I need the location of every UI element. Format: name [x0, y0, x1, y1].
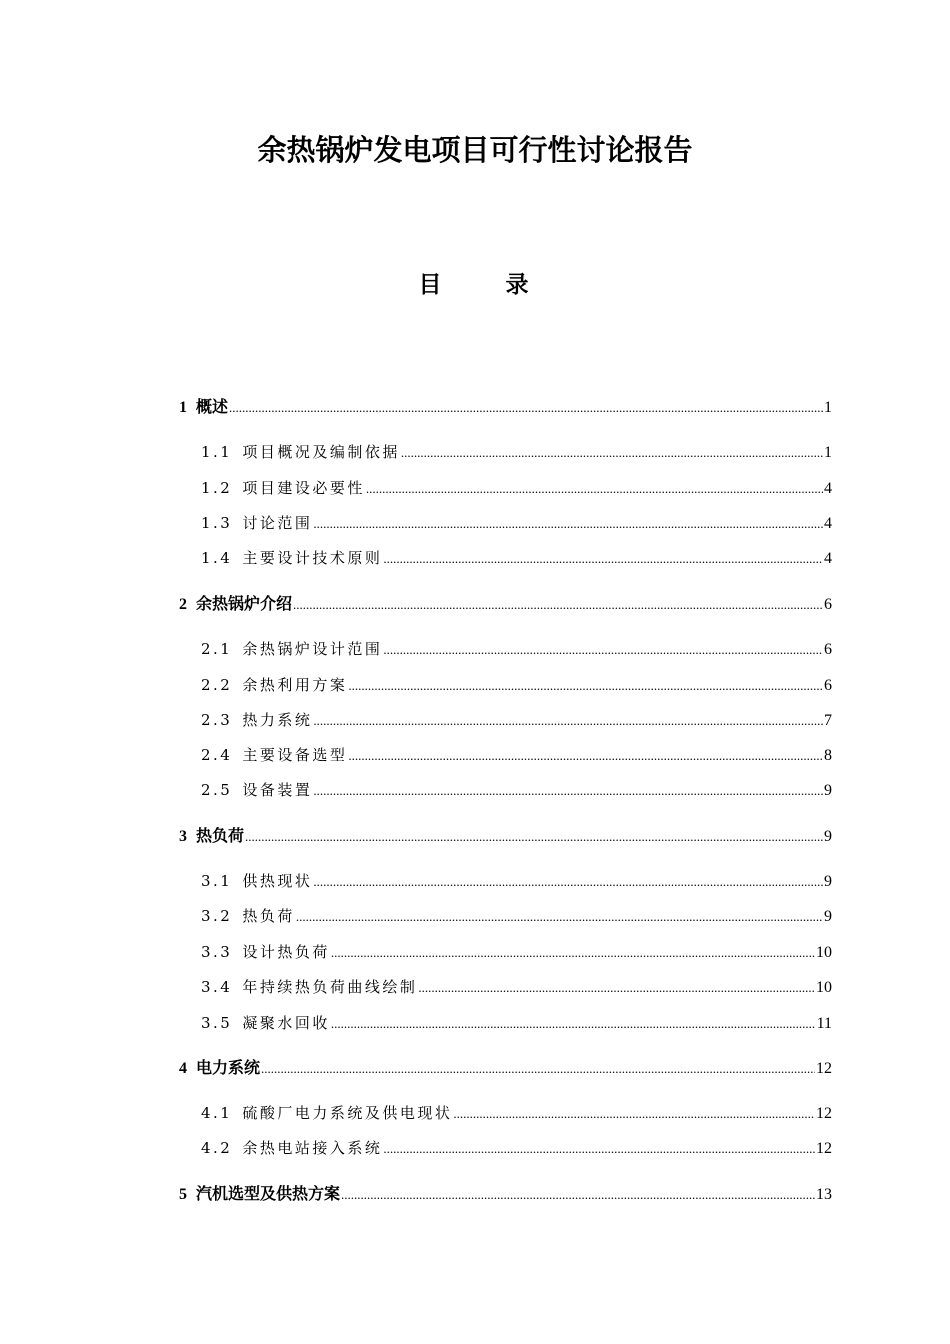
toc-entry-title: 讨论范围 — [242, 514, 313, 532]
toc-chapter-entry[interactable] — [179, 395, 832, 419]
toc-section-entry[interactable] — [201, 637, 832, 661]
toc-entry-number: 4.2 — [201, 1139, 233, 1157]
toc-page-number: 7 — [824, 712, 832, 729]
toc-entry-number: 3 — [179, 828, 187, 845]
toc-entry-title: 余热锅炉介绍 — [196, 594, 293, 613]
toc-entry-title: 年持续热负荷曲线绘制 — [242, 978, 418, 996]
toc-entry-number: 1.3 — [201, 514, 233, 532]
toc-section-entry[interactable] — [201, 1101, 832, 1125]
toc-chapter-entry[interactable] — [179, 1056, 832, 1080]
toc-page-number: 9 — [824, 828, 832, 845]
toc-entry-title: 主要设计技术原则 — [242, 549, 383, 567]
toc-entry-number: 2 — [179, 596, 187, 613]
toc-dot-leader — [313, 779, 823, 803]
toc-dot-leader — [331, 941, 815, 965]
toc-section-entry[interactable] — [201, 904, 832, 928]
toc-entry-title: 供热现状 — [242, 872, 313, 890]
toc-entry-number: 2.5 — [201, 781, 233, 799]
toc-page-number: 12 — [816, 1060, 832, 1077]
toc-page-number: 4 — [824, 480, 832, 497]
toc-dot-leader — [313, 512, 823, 536]
toc-dot-leader — [296, 905, 823, 929]
toc-page-number: 4 — [824, 550, 832, 567]
toc-page-number: 6 — [824, 596, 832, 613]
toc-page-number: 10 — [816, 979, 832, 996]
toc-dot-leader — [331, 1012, 816, 1036]
toc-page-number: 8 — [824, 747, 832, 764]
toc-entry-number: 3.2 — [201, 907, 233, 925]
toc-entry-number: 1.2 — [201, 479, 233, 497]
toc-entry-title: 热负荷 — [242, 907, 295, 925]
toc-dot-leader — [418, 976, 815, 1000]
toc-page-number: 12 — [816, 1105, 832, 1122]
toc-heading: 目 录 — [418, 272, 557, 298]
toc-chapter-entry[interactable] — [179, 1182, 832, 1206]
toc-entry-title: 凝聚水回收 — [242, 1014, 330, 1032]
toc-entry-title: 硫酸厂电力系统及供电现状 — [242, 1104, 453, 1122]
toc-dot-leader — [313, 709, 823, 733]
toc-entry-number: 3.3 — [201, 943, 233, 961]
toc-dot-leader — [348, 674, 823, 698]
toc-entry-number: 5 — [179, 1186, 187, 1203]
toc-entry-title: 项目建设必要性 — [242, 479, 365, 497]
toc-section-entry[interactable] — [201, 708, 832, 732]
toc-entry-title: 余热锅炉设计范围 — [242, 640, 383, 658]
toc-entry-title: 电力系统 — [196, 1058, 261, 1077]
toc-dot-leader — [348, 744, 823, 768]
toc-section-entry[interactable] — [201, 1011, 832, 1035]
toc-entry-title: 设计热负荷 — [242, 943, 330, 961]
toc-dot-leader — [383, 638, 823, 662]
toc-section-entry[interactable] — [201, 1136, 832, 1160]
toc-entry-title: 汽机选型及供热方案 — [196, 1184, 341, 1203]
toc-page-number: 12 — [816, 1140, 832, 1157]
toc-entry-title: 项目概况及编制依据 — [242, 443, 400, 461]
toc-chapter-entry[interactable] — [179, 592, 832, 616]
toc-dot-leader — [401, 441, 823, 465]
document-title: 余热锅炉发电项目可行性讨论报告 — [257, 133, 693, 167]
toc-page-number: 9 — [824, 908, 832, 925]
toc-dot-leader — [313, 870, 823, 894]
toc-entry-number: 2.1 — [201, 640, 233, 658]
toc-entry-number: 2.3 — [201, 711, 233, 729]
toc-entry-title: 热力系统 — [242, 711, 313, 729]
toc-entry-number: 4 — [179, 1060, 187, 1077]
toc-dot-leader — [245, 825, 823, 849]
toc-entry-number: 2.4 — [201, 746, 233, 764]
toc-dot-leader — [261, 1057, 815, 1081]
toc-page-number: 6 — [824, 677, 832, 694]
toc-entry-number: 3.1 — [201, 872, 233, 890]
toc-section-entry[interactable] — [201, 673, 832, 697]
toc-dot-leader — [229, 396, 823, 420]
toc-chapter-entry[interactable] — [179, 824, 832, 848]
toc-page-number: 9 — [824, 782, 832, 799]
toc-entry-number: 1.4 — [201, 549, 233, 567]
toc-section-entry[interactable] — [201, 869, 832, 893]
toc-entry-title: 概述 — [196, 397, 229, 416]
toc-section-entry[interactable] — [201, 940, 832, 964]
toc-page-number: 1 — [824, 399, 832, 416]
toc-entry-number: 2.2 — [201, 676, 233, 694]
toc-page-number: 6 — [824, 641, 832, 658]
toc-page-number: 4 — [824, 515, 832, 532]
toc-entry-title: 主要设备选型 — [242, 746, 348, 764]
toc-page-number: 9 — [824, 873, 832, 890]
toc-dot-leader — [341, 1183, 815, 1207]
toc-page-number: 1 — [824, 444, 832, 461]
toc-page-number: 10 — [816, 944, 832, 961]
toc-dot-leader — [383, 1137, 815, 1161]
toc-entry-title: 热负荷 — [196, 826, 245, 845]
toc-entry-number: 3.5 — [201, 1014, 233, 1032]
toc-entry-title: 余热电站接入系统 — [242, 1139, 383, 1157]
toc-section-entry[interactable] — [201, 743, 832, 767]
toc-section-entry[interactable] — [201, 476, 832, 500]
toc-entry-title: 设备装置 — [242, 781, 313, 799]
toc-entry-number: 4.1 — [201, 1104, 233, 1122]
toc-dot-leader — [366, 477, 823, 501]
toc-entry-number: 1.1 — [201, 443, 233, 461]
toc-section-entry[interactable] — [201, 546, 832, 570]
toc-section-entry[interactable] — [201, 778, 832, 802]
toc-dot-leader — [383, 547, 823, 571]
toc-entry-number: 3.4 — [201, 978, 233, 996]
toc-section-entry[interactable] — [201, 975, 832, 999]
toc-section-entry[interactable] — [201, 440, 832, 464]
toc-page-number: 13 — [816, 1186, 832, 1203]
toc-entry-number: 1 — [179, 399, 187, 416]
toc-page-number: 11 — [816, 1015, 832, 1032]
toc-entry-title: 余热利用方案 — [242, 676, 348, 694]
toc-dot-leader — [293, 593, 823, 617]
toc-section-entry[interactable] — [201, 511, 832, 535]
toc-dot-leader — [453, 1102, 815, 1126]
